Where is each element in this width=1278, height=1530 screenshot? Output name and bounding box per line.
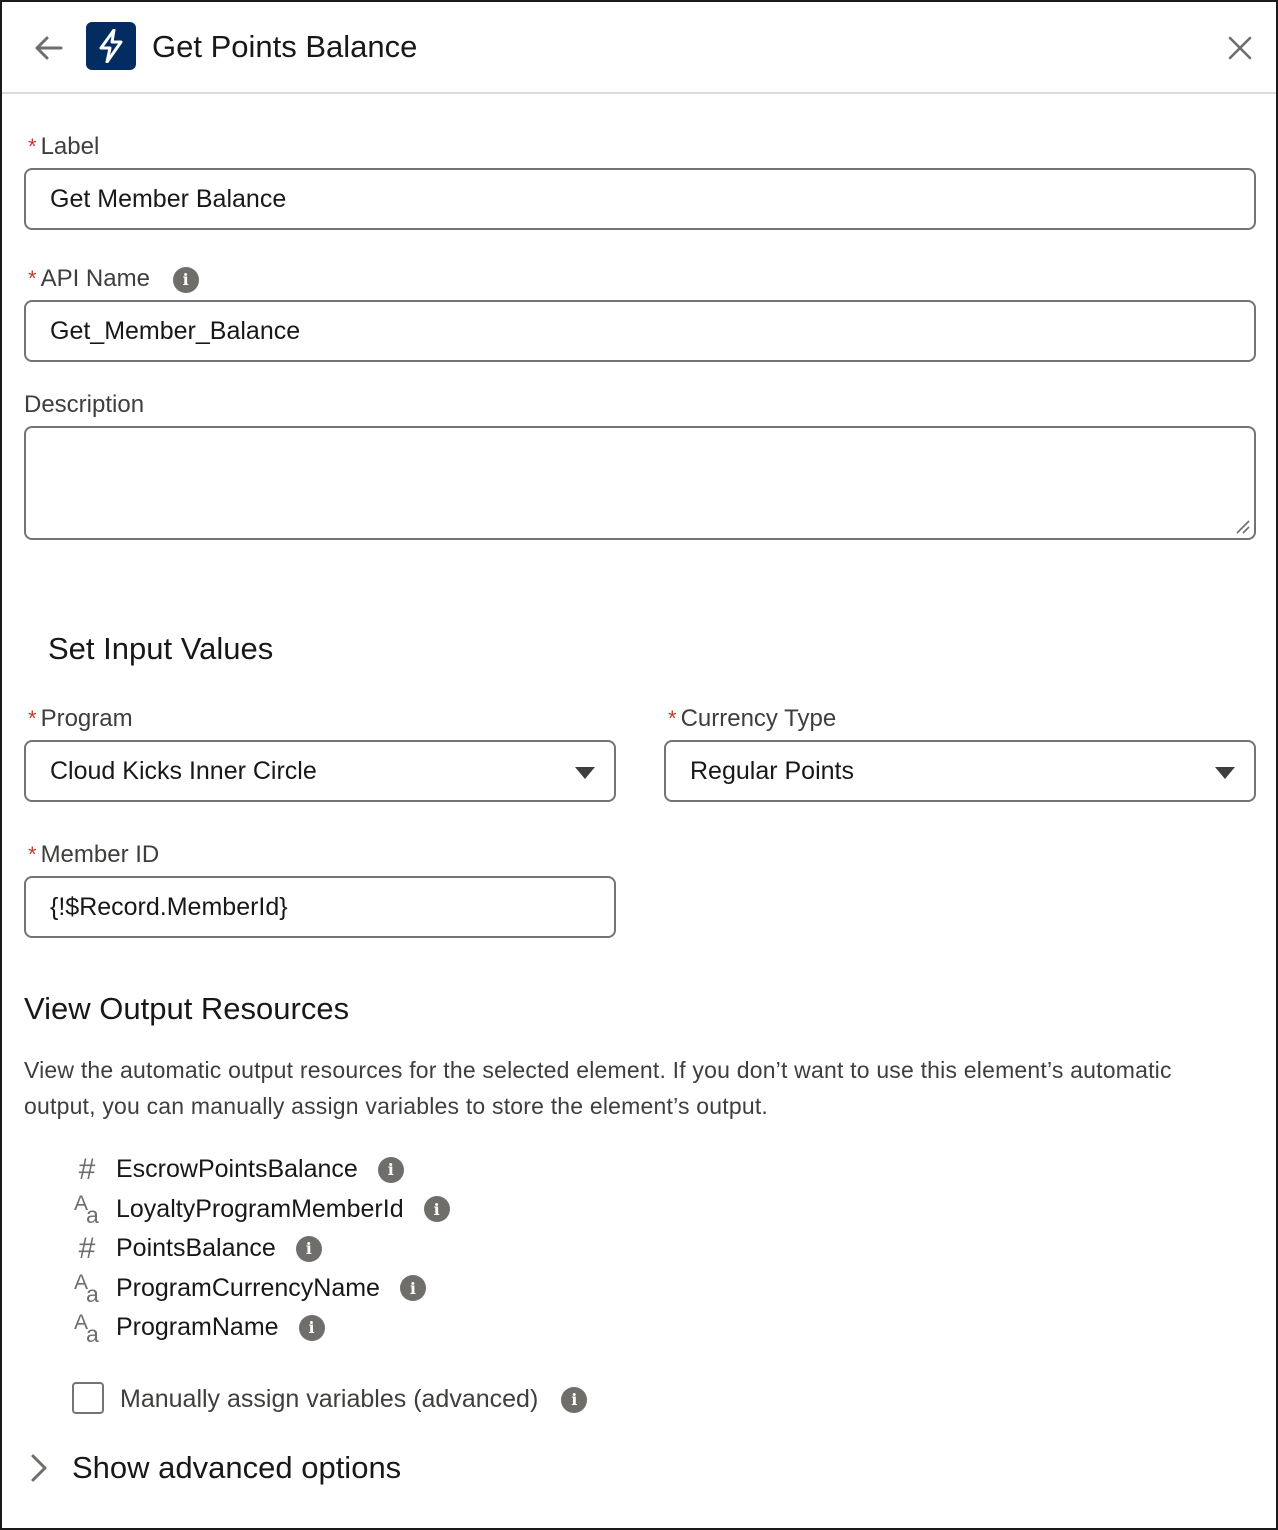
text-type-icon-upper: A	[74, 1192, 89, 1216]
api-name-input[interactable]: Get_Member_Balance	[24, 300, 1256, 362]
output-resource-name: EscrowPointsBalance	[116, 1155, 358, 1184]
list-item	[72, 1150, 450, 1190]
text-type-icon	[72, 1311, 102, 1345]
required-mark: *	[668, 706, 677, 731]
text-type-icon-lower: a	[86, 1202, 99, 1229]
info-icon[interactable]: i	[296, 1236, 322, 1262]
currency-type-field-label	[668, 704, 836, 734]
show-advanced-options-toggle[interactable]	[26, 1446, 401, 1490]
member-id-input[interactable]: {!$Record.MemberId}	[24, 876, 616, 938]
lightning-bolt-icon	[98, 29, 124, 63]
member-id-field-label	[28, 840, 159, 870]
text-type-icon-lower: a	[86, 1281, 99, 1308]
set-input-values-heading: Set Input Values	[48, 631, 274, 666]
show-advanced-options-label: Show advanced options	[72, 1450, 402, 1485]
output-resource-name: ProgramCurrencyName	[116, 1273, 380, 1302]
currency-type-select-value: Regular Points	[690, 756, 854, 785]
output-resource-name: LoyaltyProgramMemberId	[116, 1194, 404, 1223]
back-button[interactable]	[28, 30, 68, 66]
required-mark: *	[28, 706, 37, 731]
program-field-label-text: Program	[40, 705, 133, 732]
info-icon[interactable]: i	[378, 1157, 404, 1183]
panel-header	[2, 2, 1276, 94]
number-type-icon: #	[78, 1152, 96, 1186]
output-resource-name: PointsBalance	[116, 1234, 276, 1263]
currency-type-select[interactable]	[664, 740, 1256, 802]
list-item	[72, 1269, 450, 1309]
manual-assign-label	[120, 1382, 587, 1416]
info-icon[interactable]: i	[400, 1275, 426, 1301]
description-field-label: Description	[24, 391, 145, 418]
member-id-field-label-text: Member ID	[40, 841, 160, 868]
list-item	[72, 1190, 450, 1230]
chevron-right-icon	[26, 1453, 50, 1483]
resize-grip-icon[interactable]	[1234, 518, 1250, 534]
program-field-label	[28, 704, 133, 734]
output-resource-name: ProgramName	[116, 1313, 279, 1342]
currency-type-field-label-text: Currency Type	[680, 705, 837, 732]
close-button[interactable]	[1220, 28, 1260, 68]
api-name-field-label	[28, 264, 199, 294]
program-select-value: Cloud Kicks Inner Circle	[50, 756, 317, 785]
label-field-label-text: Label	[40, 133, 100, 160]
output-help-text: View the automatic output resources for the selected element. If you don’t want to use this element’s automatic output, you can manually assign variables to store the element’s output.	[24, 1057, 1172, 1119]
required-mark: *	[28, 842, 37, 867]
info-icon[interactable]: i	[173, 267, 199, 293]
list-item	[72, 1229, 450, 1269]
chevron-down-icon	[1214, 766, 1236, 780]
number-type-icon: #	[78, 1231, 96, 1265]
manual-assign-label-text: Manually assign variables (advanced)	[120, 1385, 539, 1413]
required-mark: *	[28, 266, 37, 291]
program-select[interactable]	[24, 740, 616, 802]
back-arrow-icon	[33, 35, 63, 61]
text-type-icon	[72, 1271, 102, 1308]
action-icon	[86, 22, 136, 70]
info-icon[interactable]: i	[299, 1315, 325, 1341]
output-resource-list	[72, 1150, 450, 1348]
description-textarea[interactable]	[24, 426, 1256, 540]
text-type-icon-lower: a	[86, 1320, 99, 1347]
info-icon[interactable]: i	[561, 1387, 587, 1413]
close-icon	[1228, 36, 1252, 60]
page-title: Get Points Balance	[152, 29, 418, 64]
text-type-icon	[72, 1192, 102, 1229]
info-icon[interactable]: i	[424, 1196, 450, 1222]
required-mark: *	[28, 134, 37, 159]
manual-assign-checkbox[interactable]	[72, 1382, 104, 1414]
view-output-resources-heading: View Output Resources	[24, 991, 350, 1026]
label-input[interactable]: Get Member Balance	[24, 168, 1256, 230]
text-type-icon-upper: A	[74, 1310, 89, 1334]
list-item	[72, 1308, 450, 1348]
label-field-label	[28, 132, 99, 162]
chevron-down-icon	[574, 766, 596, 780]
text-type-icon-upper: A	[74, 1271, 89, 1295]
api-name-field-label-text: API Name	[40, 265, 150, 292]
